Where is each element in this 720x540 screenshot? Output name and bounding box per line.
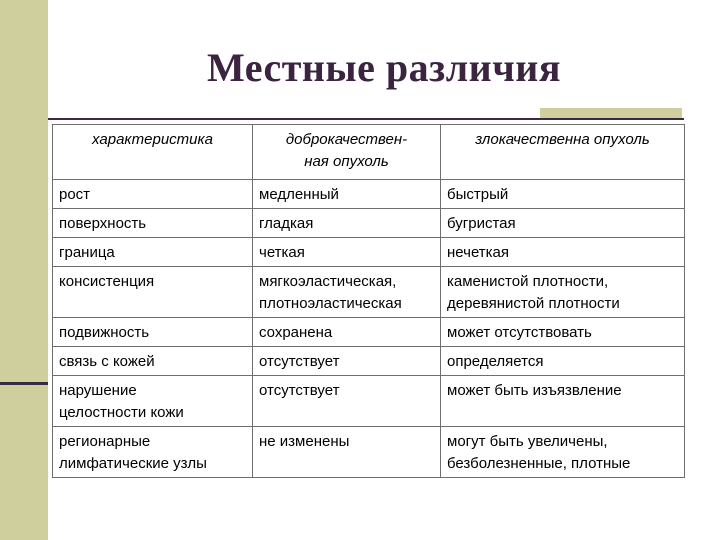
- row-characteristic: поверхность: [53, 209, 253, 238]
- table-row: [53, 347, 685, 376]
- page-title: Местные различия: [207, 45, 561, 90]
- table-row: [53, 267, 685, 318]
- row-malignant: быстрый: [441, 180, 685, 209]
- row-characteristic: консистенция: [53, 267, 253, 318]
- table-row: [53, 376, 685, 427]
- row-benign: медленный: [253, 180, 441, 209]
- table-row: [53, 180, 685, 209]
- table-row: [53, 238, 685, 267]
- row-benign: не изменены: [253, 427, 441, 478]
- row-malignant: может отсутствовать: [441, 318, 685, 347]
- row-malignant: могут быть увеличены, безболезненные, плотные: [441, 427, 685, 478]
- row-malignant: может быть изъязвление: [441, 376, 685, 427]
- row-benign: мягкоэластическая, плотноэластическая: [253, 267, 441, 318]
- row-malignant: нечеткая: [441, 238, 685, 267]
- table-row: [53, 318, 685, 347]
- row-characteristic: регионарные лимфатические узлы: [53, 427, 253, 478]
- header-benign: доброкачествен- ная опухоль: [253, 125, 441, 180]
- comparison-table: [52, 124, 685, 478]
- row-characteristic: рост: [53, 180, 253, 209]
- table-header-row: [53, 125, 685, 180]
- row-characteristic: связь с кожей: [53, 347, 253, 376]
- row-benign: отсутствует: [253, 347, 441, 376]
- row-characteristic: подвижность: [53, 318, 253, 347]
- row-characteristic: нарушение целостности кожи: [53, 376, 253, 427]
- row-benign: отсутствует: [253, 376, 441, 427]
- row-benign: сохранена: [253, 318, 441, 347]
- row-characteristic: граница: [53, 238, 253, 267]
- row-malignant: каменистой плотности, деревянистой плотности: [441, 267, 685, 318]
- header-characteristic: характеристика: [53, 125, 253, 180]
- table-row: [53, 209, 685, 238]
- header-malignant: злокачественна опухоль: [441, 125, 685, 180]
- row-malignant: определяется: [441, 347, 685, 376]
- left-bar-divider: [0, 382, 48, 385]
- title-rule: [48, 118, 684, 120]
- row-malignant: бугристая: [441, 209, 685, 238]
- row-benign: гладкая: [253, 209, 441, 238]
- table-row: [53, 427, 685, 478]
- row-benign: четкая: [253, 238, 441, 267]
- left-accent-bar: [0, 0, 48, 540]
